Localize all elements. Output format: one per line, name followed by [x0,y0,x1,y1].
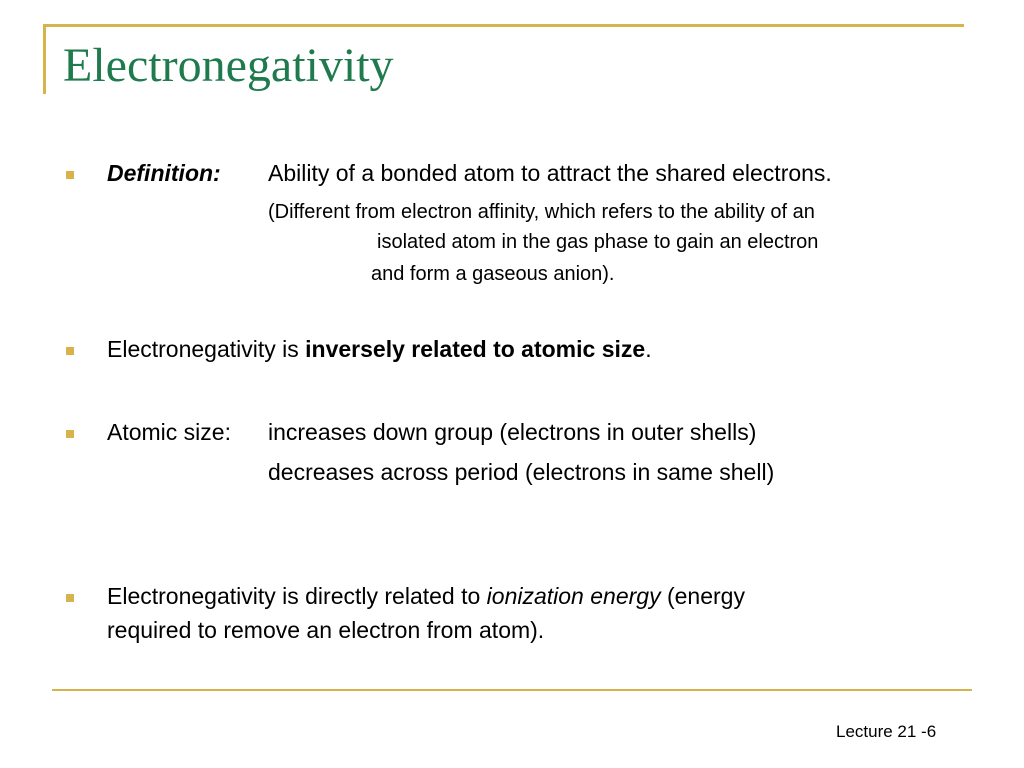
definition-note-line3: and form a gaseous anion). [371,263,615,285]
bullet-marker [66,594,74,602]
ionization-bullet-line1 [107,583,745,611]
atomic-size-line2: decreases across period (electrons in same shell) [268,459,775,485]
ionization-bullet-line2: required to remove an electron from atom). [107,617,545,643]
inverse-prefix: Electronegativity is [107,336,306,362]
definition-note-line1: (Different from electron affinity, which refers to the ability of an [268,201,815,223]
ionization-emphasis: ionization energy [486,583,661,609]
definition-note-line2: isolated atom in the gas phase to gain an electron [377,231,819,253]
definition-label: Definition: [107,160,221,186]
inverse-suffix: . [645,336,652,362]
atomic-size-label: Atomic size: [107,419,231,445]
slide-title: Electronegativity [63,39,394,92]
atomic-size-line1: increases down group (electrons in outer shells) [268,419,757,445]
footer-divider [52,689,972,691]
ionization-suffix: (energy [660,583,745,609]
inverse-bullet [107,336,652,364]
ionization-prefix: Electronegativity is directly related to [107,583,487,609]
inverse-emphasis: inversely related to atomic size [305,336,646,362]
bullet-marker [66,430,74,438]
definition-text: Ability of a bonded atom to attract the shared electrons. [268,160,832,186]
frame-top-border [43,24,964,27]
slide-footer: Lecture 21 -6 [836,722,937,741]
bullet-marker [66,347,74,355]
bullet-marker [66,171,74,179]
frame-left-border [43,24,46,94]
